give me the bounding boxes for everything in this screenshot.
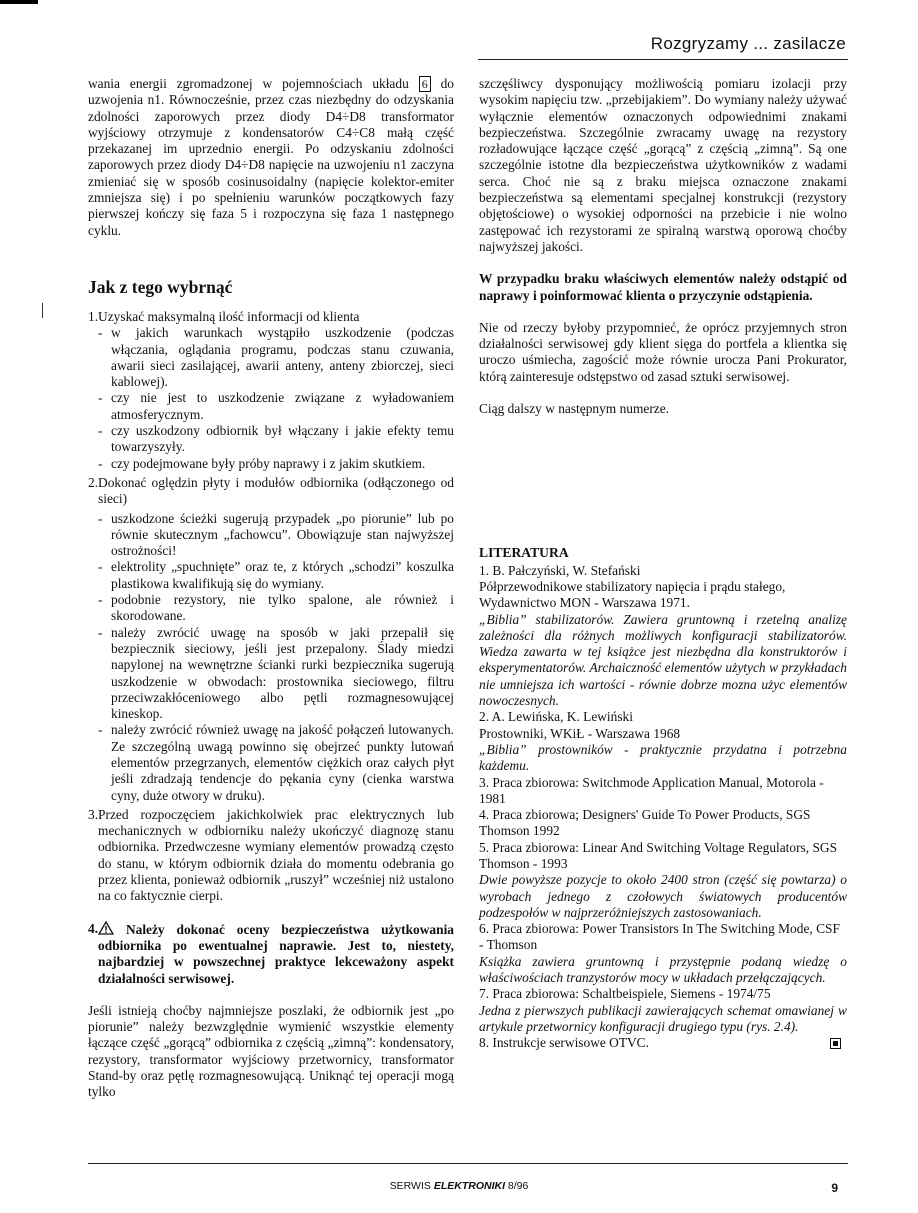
list-item-3: 3. Przed rozpoczęciem jakichkolwiek prac elektrycznych lub mechanicznych w odbiorniku należy ukończyć diagnozę stanu odbiornika. Przedwczesne wymiany elementów prowadzą często do stanu, w którym odbiornik działa do momentu odebrania go przez klienta, ponieważ odbiornik „ruszył” wcześniej niż ustalono na co faktycznie cierpi. <box>88 806 454 904</box>
footer-rule <box>88 1163 848 1164</box>
left-column <box>88 76 454 1101</box>
bib-entry-note: „Biblia” stabilizatorów. Zawiera gruntowną i rzetelną analizę zależności dla różnych możliwych konfiguracji stabilizatorów. Wiedza zawarta w tej książce jest niezbędna dla konstruktorów i eksperymentatorów. Archaiczność elementów użytych w przykładach nie umniejsza ich wartości - równie dobrze mozna użyc elementów nowoczesnych. <box>479 611 847 709</box>
right-column <box>479 76 847 1052</box>
continued-note: Ciąg dalszy w następnym numerze. <box>479 401 670 417</box>
bib-entry-note: Książka zawiera gruntowną i przystępnie podaną wiedzę o właściwościach tranzystorów mocy w układach przełączających. <box>479 953 847 986</box>
bullet: - należy zwrócić uwagę na sposób w jaki przepalił się bezpiecznik sieciowy, jeśli jest przepalony. Ślady miedzi napylonej na wewnętrzne ścianki rurki bezpiecznika sugerują uszkodzenie w obwodach: prostownika sieciowego, filtru przeciwzakłóceniowego albo pętli rozmagnesowującej kineskop. <box>98 624 454 722</box>
figure-ref-box: 6 <box>419 76 431 92</box>
bib-entry-line: 7. Praca zbiorowa: Schaltbeispiele, Siemens - 1974/75 <box>479 986 771 1002</box>
bib-entry-line: 1. B. Pałczyński, W. Stefański <box>479 562 641 578</box>
list-item-4: 4. Należy dokonać oceny bezpieczeństwa użytkowania odbiornika po ewentualnej naprawie. Jest to, niestety, najbardziej w powszechnej praktyce lekceważony aspekt działalności serwisowej. <box>88 920 454 986</box>
running-header: Rozgryzamy ... zasilacze <box>650 34 846 53</box>
bib-entry-line: 3. Praca zbiorowa: Switchmode Application Manual, Motorola - 1981 <box>479 774 824 806</box>
intro-paragraph: wania energii zgromadzonej w pojemnościach układu 6 do uzwojenia n1. Równocześnie, przez czas niezbędny do odzyskania zdolności zaporowych przez diody D4÷D8 transformator wyjściowy otrzymuje z kondensatorów C4÷C8 małą część przekazanej im uprzednio energii. Po odzyskaniu zdolności zaporowych przez diody D4÷D8 napięcie na uzwojeniu n1 zaczyna zmieniać się w sposób cosinusoidalny (napięcie kolektor-emiter zmniejsza się) i po spełnieniu warunków początkowych fazy pierwszej kończy się faza 5 i rozpoczyna się faza 1 następnego cyklu. <box>88 76 454 238</box>
corner-mark <box>0 0 38 4</box>
bullet: - należy zwrócić również uwagę na jakość połączeń lutowanych. Ze szczególną uwagą powinno się obejrzeć punkty lutowań elementów przegrzanych, elementów ciężkich oraz całych płyt jeśli zdradzają tendencje do pękania cyny (cienka warstwa cyny, duże otwory w druku). <box>98 722 454 803</box>
bib-entry-note: Jedna z pierwszych publikacji zawierających schemat omawianej w artykule przetwornicy konfiguracji drugiego typu (rys. 2.4). <box>479 1002 847 1034</box>
section-heading: Jak z tego wybrnąć <box>88 276 233 297</box>
bullet: - czy uszkodzony odbiornik był włączany i jakie efekty temu towarzyszyły. <box>98 423 454 455</box>
list-item-2: 2. Dokonać oględzin płyty i modułów odbiornika (odłączonego od sieci) <box>88 474 454 507</box>
end-of-article-icon <box>830 1038 841 1049</box>
warning-paragraph: W przypadku braku właściwych elementów należy odstąpić od naprawy i poinformować klienta o przyczynie odstąpienia. <box>479 271 847 303</box>
item1-bullets <box>88 325 454 472</box>
right-paragraph-3: Nie od rzeczy byłoby przypomnieć, że oprócz przyjemnych stron działalności serwisowej gdy klient sięga do portfela a klientka się uroczo uśmiecha, zagościć może równie urocza Pani Prokurator, którą zainteresuje odstępstwo od zasad sztuki serwisowej. <box>479 319 847 384</box>
footer: SERWIS ELEKTRONIKI 8/96 <box>389 1180 529 1192</box>
bib-entry-note: „Biblia” prostowników - praktycznie przydatna i potrzebna każdemu. <box>479 741 847 774</box>
bib-entry-body: Prostowniki, WKiŁ - Warszawa 1968 <box>479 725 681 741</box>
bib-entry-note: Dwie powyższe pozycje to około 2400 stron (część się powtarza) o wyrobach jednego z czołowych światowych producentów podzespołów w najprzeróżniejszych zastosowaniach. <box>479 872 847 920</box>
bib-entry-line: 2. A. Lewińska, K. Lewiński <box>479 709 633 725</box>
bib-entry-line: 6. Praca zbiorowa: Power Transistors In The Switching Mode, CSF - Thomson <box>479 921 840 953</box>
bullet: - czy podejmowane były próby naprawy i z jakim skutkiem. <box>98 455 426 471</box>
bib-entry-line: 5. Praca zbiorowa: Linear And Switching Voltage Regulators, SGS Thomson - 1993 <box>479 839 838 871</box>
margin-tick <box>42 303 43 318</box>
closing-paragraph: Jeśli istnieją choćby najmniejsze poszlaki, że odbiornik jest „po piorunie” należy bezwzględnie wymienić wszystkie elementy łączące część „gorącą” odbiornika z częścią „zimną”: kondensatory, rezystory, transformator wyjściowy przetwornicy, transformator Stand-by oraz pętlę rozmagnesowującą. Uniknąć tej operacji mogą tylko <box>88 1002 454 1100</box>
bib-entry-line: 4. Praca zbiorowa; Designers' Guide To Power Products, SGS Thomson 1992 <box>479 807 811 839</box>
bullet: - czy nie jest to uszkodzenie związane z wyładowaniem atmosferycznym. <box>98 390 454 422</box>
page-number: 9 <box>831 1181 838 1195</box>
bibliography <box>479 545 847 1051</box>
magazine-brand: ELEKTRONIKI <box>433 1180 505 1192</box>
right-paragraph-1: szczęśliwcy dysponujący możliwością pomiaru izolacji przy wysokim napięciu tzw. „przebijakiem”. Do wymiany należy używać wyłącznie elementów oznaczonych odpowiednimi znakami bezpieczeństwa. Szczególnie zwracamy uwagę na rezystory rozładowujące łączące część „gorącą” z częścią „zimną”. Są one szczególnie istotne dla bezpieczeństwa użytkowników z wadami serca. Choć nie są z braku miejsca oznaczone znakami bezpieczeństwa są elementami specjalnej konstrukcji (rezystory objętościowe) o wysokiej odporności na przebicie i nie wolno zastępować ich rezystorami ze spiralną warstwą oporową choćby najwyższej jakości. <box>479 76 847 254</box>
bibliography-heading: LITERATURA <box>479 545 569 561</box>
list-item-1: 1. Uzyskać maksymalną ilość informacji od klienta <box>88 308 360 324</box>
bullet: - elektrolity „spuchnięte” oraz te, z których „schodzi” koszulka plastikowa kwalifikują się do wymiany. <box>98 559 454 591</box>
bullet: - w jakich warunkach wystąpiło uszkodzenie (podczas włączania, oglądania programu, podczas stanu czuwania, awarii sieci zasilającej, awarii anteny, anteny zbiorczej, sieci kablowej). <box>98 325 454 390</box>
bib-entry-line: 8. Instrukcje serwisowe OTVC. <box>479 1035 847 1051</box>
item2-bullets <box>88 511 454 804</box>
header-rule <box>478 59 848 60</box>
warning-triangle-icon <box>98 921 114 935</box>
bullet: - podobnie rezystory, nie tylko spalone, ale również i skorodowane. <box>98 592 454 624</box>
bib-entry-body: Półprzewodnikowe stabilizatory napięcia i prądu stałego, Wydawnictwo MON - Warszawa 1971. <box>479 578 786 611</box>
bullet: - uszkodzone ścieżki sugerują przypadek „po piorunie” lub po równie skutecznym „fachowcu”. Obowiązuje stan najwyższej ostrożności! <box>98 510 454 559</box>
